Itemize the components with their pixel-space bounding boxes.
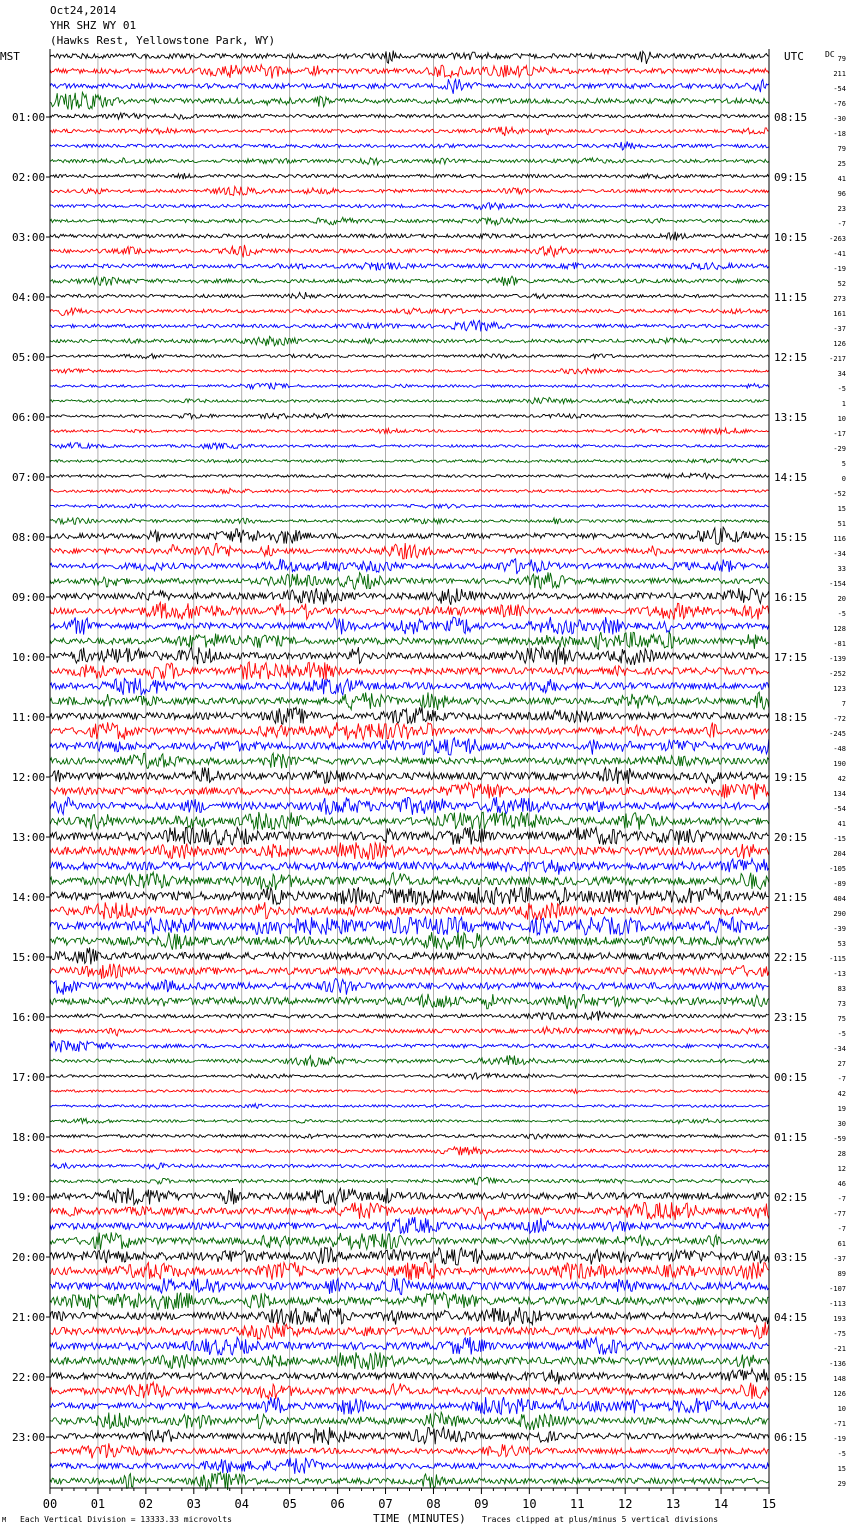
dc-offset-value: 79 (837, 145, 846, 153)
seismic-trace (50, 948, 769, 965)
seismic-trace (50, 459, 769, 463)
x-tick-label: 00 (42, 1497, 58, 1511)
left-time-label: 10:00 (12, 651, 46, 664)
dc-offset-value: -263 (829, 235, 846, 243)
seismic-trace (50, 443, 769, 449)
seismic-trace (50, 1104, 769, 1109)
seismic-trace (50, 1027, 769, 1036)
left-time-label: 02:00 (12, 171, 46, 184)
seismic-trace (50, 398, 769, 404)
left-time-label: 22:00 (12, 1371, 46, 1384)
dc-offset-value: -17 (833, 430, 846, 438)
seismic-trace (50, 964, 769, 979)
dc-offset-value: -39 (833, 925, 846, 933)
right-zone-label: UTC (784, 50, 804, 63)
dc-offset-value: -139 (829, 655, 846, 663)
dc-offset-value: 0 (841, 475, 846, 483)
dc-offset-value: -105 (829, 865, 846, 873)
scale-note: Each Vertical Division = 13333.33 microvolts (20, 1515, 232, 1524)
seismic-trace (50, 518, 769, 525)
left-time-label: 08:00 (12, 531, 46, 544)
seismic-trace (50, 383, 769, 389)
dc-offset-value: -15 (833, 835, 846, 843)
dc-offset-value: 41 (837, 820, 846, 828)
x-tick-label: 03 (186, 1497, 202, 1511)
dc-offset-value: 42 (837, 1090, 846, 1098)
dc-offset-value: -113 (829, 1300, 846, 1308)
seismic-trace (50, 79, 769, 94)
dc-offset-value: 96 (837, 190, 846, 198)
right-time-label: 05:15 (774, 1371, 808, 1384)
seismic-trace (50, 1472, 769, 1490)
record-date: Oct24,2014 (50, 4, 117, 17)
dc-offset-value: 20 (837, 595, 846, 603)
dc-offset-value: -5 (837, 1030, 846, 1038)
seismic-trace (50, 797, 769, 815)
dc-offset-value: 28 (837, 1150, 846, 1158)
dc-offset-value: 41 (837, 175, 846, 183)
dc-offset-value: 126 (833, 1390, 846, 1398)
left-time-label: 12:00 (12, 771, 46, 784)
seismic-trace (50, 245, 769, 258)
dc-offset-value: 79 (837, 55, 846, 63)
dc-offset-value: 1 (841, 400, 846, 408)
left-time-label: 14:00 (12, 891, 46, 904)
seismic-trace (50, 917, 769, 935)
x-tick-label: 11 (570, 1497, 585, 1511)
dc-offset-value: 19 (837, 1105, 846, 1113)
corner-mark: M (2, 1516, 7, 1524)
seismic-trace (50, 1232, 769, 1249)
dc-offset-value: -52 (833, 490, 846, 498)
dc-offset-value: 12 (837, 1165, 846, 1173)
seismic-trace (50, 1278, 769, 1294)
plot-labels (0, 50, 846, 1511)
right-time-label: 03:15 (774, 1251, 808, 1264)
seismic-trace (50, 812, 769, 830)
seismic-trace (50, 662, 769, 680)
dc-offset-value: -7 (837, 1195, 846, 1203)
dc-offset-value: -7 (837, 1225, 846, 1233)
dc-offset-value: 89 (837, 1270, 846, 1278)
seismic-trace (50, 142, 769, 151)
dc-offset-value: -30 (833, 115, 846, 123)
dc-offset-value: -34 (833, 1045, 846, 1053)
seismic-trace (50, 1293, 769, 1310)
dc-offset-value: 23 (837, 205, 846, 213)
dc-offset-value: -13 (833, 970, 846, 978)
left-time-label: 09:00 (12, 591, 46, 604)
dc-offset-value: 15 (837, 505, 846, 513)
dc-offset-value: 116 (833, 535, 846, 543)
seismic-trace (50, 902, 769, 920)
seismic-trace (50, 262, 769, 270)
dc-offset-value: -18 (833, 130, 846, 138)
left-time-label: 11:00 (12, 711, 46, 724)
seismic-trace (50, 413, 769, 418)
dc-offset-value: -29 (833, 445, 846, 453)
dc-offset-value: 128 (833, 625, 846, 633)
right-time-label: 12:15 (774, 351, 808, 364)
seismic-trace (50, 428, 769, 434)
dc-offset-value: 75 (837, 1015, 846, 1023)
seismic-trace (50, 842, 769, 860)
x-axis-label: TIME (MINUTES) (373, 1512, 466, 1525)
dc-offset-value: 33 (837, 565, 846, 573)
dc-offset-value: 404 (833, 895, 846, 903)
dc-offset-value: 30 (837, 1120, 846, 1128)
seismic-trace (50, 1011, 769, 1021)
dc-offset-value: -21 (833, 1345, 846, 1353)
left-time-label: 19:00 (12, 1191, 46, 1204)
seismic-trace (50, 217, 769, 225)
right-time-label: 09:15 (774, 171, 808, 184)
left-time-label: 13:00 (12, 831, 46, 844)
dc-offset-value: -54 (833, 805, 846, 813)
dc-offset-value: 193 (833, 1315, 846, 1323)
right-time-label: 22:15 (774, 951, 808, 964)
seismic-trace (50, 1188, 769, 1205)
seismic-trace (50, 1163, 769, 1169)
seismic-trace (50, 1217, 769, 1233)
dc-offset-value: -245 (829, 730, 846, 738)
dc-offset-value: 52 (837, 280, 846, 288)
seismic-trace (50, 308, 769, 316)
seismic-trace (50, 827, 769, 845)
seismic-trace (50, 232, 769, 241)
right-time-label: 16:15 (774, 591, 808, 604)
x-tick-label: 15 (761, 1497, 777, 1511)
station-location: (Hawks Rest, Yellowstone Park, WY) (50, 34, 276, 47)
dc-offset-value: -154 (829, 580, 846, 588)
seismic-trace (50, 678, 769, 695)
left-time-label: 20:00 (12, 1251, 46, 1264)
seismic-trace (50, 368, 769, 373)
seismic-trace (50, 65, 769, 79)
seismic-traces (50, 51, 769, 1490)
seismic-trace (50, 1202, 769, 1220)
right-time-label: 02:15 (774, 1191, 808, 1204)
seismic-trace (50, 1427, 769, 1445)
left-zone-label: MST (0, 50, 20, 63)
dc-offset-value: -37 (833, 325, 846, 333)
left-time-label: 05:00 (12, 351, 46, 364)
seismic-trace (50, 127, 769, 137)
seismic-trace (50, 783, 769, 800)
dc-offset-value: -5 (837, 1450, 846, 1458)
dc-offset-value: 134 (833, 790, 846, 798)
seismic-trace (50, 1134, 769, 1139)
right-time-label: 00:15 (774, 1071, 808, 1084)
right-time-label: 17:15 (774, 651, 808, 664)
left-time-label: 17:00 (12, 1071, 46, 1084)
seismic-trace (50, 1055, 769, 1066)
x-tick-label: 06 (330, 1497, 345, 1511)
right-time-label: 06:15 (774, 1431, 808, 1444)
seismic-trace (50, 692, 769, 710)
dc-offset-value: -217 (829, 355, 846, 363)
dc-offset-value: -81 (833, 640, 846, 648)
dc-offset-value: -7 (837, 1075, 846, 1083)
seismic-trace (50, 1118, 769, 1123)
seismic-trace (50, 1382, 769, 1399)
left-time-label: 03:00 (12, 231, 46, 244)
seismic-trace (50, 488, 769, 493)
seismic-trace (50, 722, 769, 739)
seismic-trace (50, 647, 769, 665)
dc-offset-value: -5 (837, 610, 846, 618)
dc-offset-value: -71 (833, 1420, 846, 1428)
seismic-trace (50, 354, 769, 359)
seismic-trace (50, 588, 769, 605)
x-tick-label: 04 (234, 1497, 249, 1511)
right-time-label: 15:15 (774, 531, 808, 544)
dc-offset-value: -48 (833, 745, 846, 753)
dc-offset-value: 190 (833, 760, 846, 768)
seismic-trace (50, 1089, 769, 1093)
dc-offset-value: -75 (833, 1330, 846, 1338)
dc-offset-value: -77 (833, 1210, 846, 1218)
seismic-trace (50, 1337, 769, 1355)
dc-offset-value: -252 (829, 670, 846, 678)
seismic-trace (50, 932, 769, 950)
dc-offset-value: 204 (833, 850, 846, 858)
seismic-trace (50, 92, 769, 109)
dc-offset-value: -115 (829, 955, 846, 963)
x-tick-label: 13 (665, 1497, 681, 1511)
left-time-label: 06:00 (12, 411, 46, 424)
right-time-label: 13:15 (774, 411, 808, 424)
dc-offset-value: 61 (837, 1240, 846, 1248)
seismic-trace (50, 994, 769, 1009)
dc-offset-value: 83 (837, 985, 846, 993)
seismic-trace (50, 158, 769, 165)
seismic-trace (50, 1073, 769, 1079)
seismic-trace (50, 1262, 769, 1280)
dc-offset-value: -34 (833, 550, 846, 558)
x-tick-label: 08 (426, 1497, 441, 1511)
dc-offset-value: 148 (833, 1375, 846, 1383)
seismic-trace (50, 753, 769, 768)
right-time-label: 21:15 (774, 891, 808, 904)
seismic-trace (50, 320, 769, 331)
left-time-label: 23:00 (12, 1431, 46, 1444)
dc-offset-value: -5 (837, 385, 846, 393)
left-time-label: 15:00 (12, 951, 46, 964)
left-time-label: 01:00 (12, 111, 46, 124)
dc-offset-value: 10 (837, 1405, 846, 1413)
seismic-trace (50, 632, 769, 649)
seismic-trace (50, 1147, 769, 1156)
dc-offset-value: -89 (833, 880, 846, 888)
dc-offset-value: 15 (837, 1465, 846, 1473)
seismic-trace (50, 872, 769, 890)
left-time-label: 21:00 (12, 1311, 46, 1324)
seismic-trace (50, 1397, 769, 1414)
right-time-label: 14:15 (774, 471, 808, 484)
seismic-trace (50, 602, 769, 619)
dc-offset-value: 7 (841, 700, 846, 708)
seismic-trace (50, 1369, 769, 1385)
dc-offset-value: -19 (833, 265, 846, 273)
dc-offset-value: -54 (833, 85, 846, 93)
dc-offset-value: -19 (833, 1435, 846, 1443)
x-tick-label: 02 (138, 1497, 154, 1511)
seismic-trace (50, 767, 769, 784)
dc-offset-value: 25 (837, 160, 846, 168)
seismic-trace (50, 887, 769, 905)
seismic-trace (50, 173, 769, 179)
seismic-trace (50, 203, 769, 210)
dc-offset-value: 27 (837, 1060, 846, 1068)
dc-offset-value: -107 (829, 1285, 846, 1293)
x-tick-label: 01 (90, 1497, 106, 1511)
dc-offset-value: 211 (833, 70, 846, 78)
seismic-trace (50, 1352, 769, 1370)
seismic-trace (50, 979, 769, 995)
dc-offset-value: -41 (833, 250, 846, 258)
dc-offset-value: 126 (833, 340, 846, 348)
seismic-trace (50, 859, 769, 875)
station-code: YHR SHZ WY 01 (50, 19, 137, 32)
dc-offset-value: 273 (833, 295, 846, 303)
right-time-label: 08:15 (774, 111, 808, 124)
seismic-trace (50, 707, 769, 724)
dc-offset-value: -37 (833, 1255, 846, 1263)
dc-offset-value: 123 (833, 685, 846, 693)
dc-offset-value: 53 (837, 940, 846, 948)
right-time-label: 23:15 (774, 1011, 808, 1024)
clip-note: Traces clipped at plus/minus 5 vertical divisions (482, 1515, 719, 1524)
x-tick-label: 09 (474, 1497, 489, 1511)
seismic-trace (50, 1443, 769, 1458)
seismic-trace (50, 1322, 769, 1339)
dc-offset-value: 73 (837, 1000, 846, 1008)
seismic-trace (50, 617, 769, 635)
dc-offset-value: 29 (837, 1480, 846, 1488)
seismic-trace (50, 1177, 769, 1185)
x-tick-label: 14 (713, 1497, 729, 1511)
left-time-label: 18:00 (12, 1131, 46, 1144)
seismic-trace (50, 473, 769, 479)
dc-offset-value: -7 (837, 220, 846, 228)
right-time-label: 01:15 (774, 1131, 808, 1144)
right-time-label: 20:15 (774, 831, 808, 844)
right-time-label: 04:15 (774, 1311, 808, 1324)
seismic-trace (50, 559, 769, 574)
dc-offset-value: 161 (833, 310, 846, 318)
seismic-trace (50, 543, 769, 559)
x-tick-label: 10 (522, 1497, 537, 1511)
x-tick-label: 05 (282, 1497, 297, 1511)
x-tick-label: 12 (617, 1497, 633, 1511)
dc-offset-value: 5 (841, 460, 846, 468)
seismic-trace (50, 504, 769, 509)
left-time-label: 04:00 (12, 291, 46, 304)
seismic-trace (50, 1247, 769, 1265)
right-time-label: 18:15 (774, 711, 808, 724)
x-tick-label: 07 (378, 1497, 393, 1511)
dc-offset-value: 42 (837, 775, 846, 783)
dc-offset-value: 10 (837, 415, 846, 423)
right-time-label: 10:15 (774, 231, 808, 244)
seismic-trace (50, 186, 769, 195)
dc-offset-value: -59 (833, 1135, 846, 1143)
seismic-trace (50, 572, 769, 589)
dc-offset-header: DC (825, 50, 835, 59)
seismic-trace (50, 336, 769, 346)
seismic-trace (50, 1412, 769, 1430)
seismic-trace (50, 1041, 769, 1053)
dc-offset-value: -72 (833, 715, 846, 723)
dc-offset-value: 290 (833, 910, 846, 918)
left-time-label: 16:00 (12, 1011, 46, 1024)
seismic-trace (50, 527, 769, 544)
seismic-trace (50, 51, 769, 64)
dc-offset-value: 34 (837, 370, 846, 378)
seismic-trace (50, 113, 769, 119)
seismic-trace (50, 738, 769, 755)
dc-offset-value: -136 (829, 1360, 846, 1368)
right-time-label: 19:15 (774, 771, 808, 784)
left-time-label: 07:00 (12, 471, 46, 484)
seismic-trace (50, 276, 769, 286)
right-time-label: 11:15 (774, 291, 808, 304)
dc-offset-value: 46 (837, 1180, 846, 1188)
dc-offset-value: 51 (837, 520, 846, 528)
seismic-trace (50, 1458, 769, 1474)
dc-offset-value: -76 (833, 100, 846, 108)
seismic-trace (50, 292, 769, 299)
